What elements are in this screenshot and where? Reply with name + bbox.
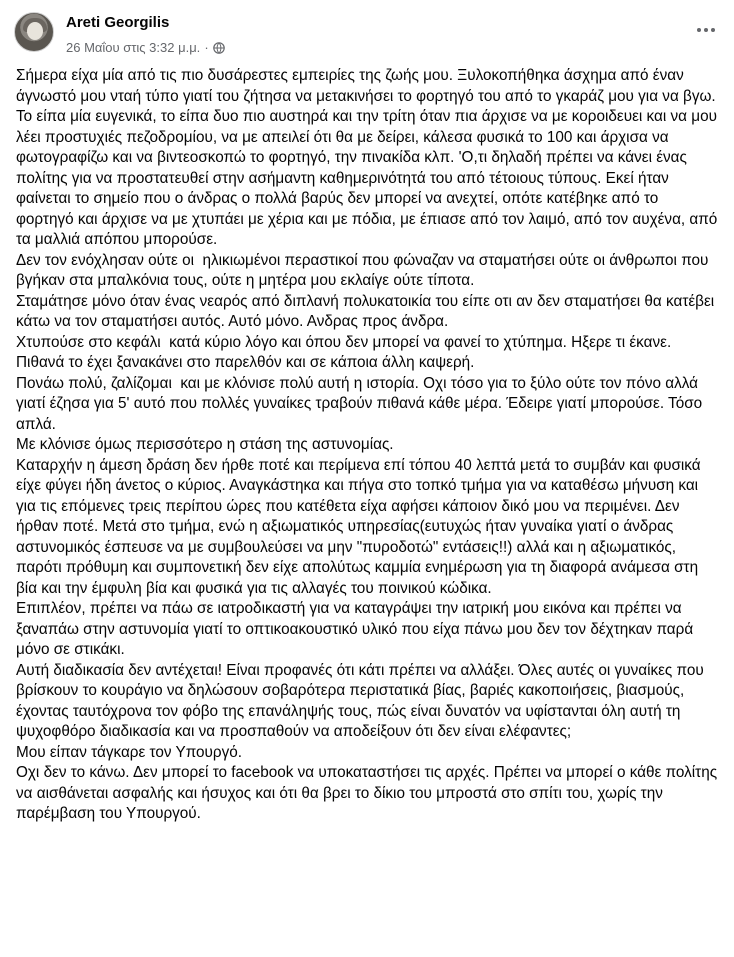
meta-separator: · xyxy=(204,40,209,55)
more-options-icon[interactable] xyxy=(692,16,720,44)
post-meta xyxy=(66,40,225,55)
post-paragraph: Καταρχήν η άμεση δράση δεν ήρθε ποτέ και περίμενα επί τόπου 40 λεπτά μετά το συμβάν και φυσικά είχε φύγει ήδη άνετος ο κύριος. Αναγκάστηκα και πήγα στο τοπκό τμήμα για να καταθέσω μήνυση και για τις επόμενες τρεις περίπου ώρες που κατέθετα είχα αφήσει κάποιον δικό μου να περιμένει. Δεν ήρθαν ποτέ. Μετά στο τμήμα, ενώ η αξιωματικός υπηρεσίας(ευτυχώς ήταν γυναίκα γιατί ο άνδρας αστυνομικός έσπευσε να με συμβουλεύσει να μην "πυροδοτώ" εντάσεις!!) αλλά και η αξιωματικός, παρότι πρόθυμη και συμπονετική δεν είχε απολύτως καμμία ενημέρωση για τη διαφορά ανάμεσα στη βία και την έμφυλη βία και φυσικά για τις αλλαγές του ποινικού κώδικα. xyxy=(16,456,705,597)
author-name[interactable]: Areti Georgilis xyxy=(66,14,170,31)
post-body xyxy=(16,66,720,825)
avatar-face xyxy=(27,22,43,40)
post-paragraph: Χτυπούσε στο κεφάλι κατά κύριο λόγο και όπου δεν μπορεί να φανεί το χτύπημα. Ηξερε τι έκανε. Πιθανά το έχει ξανακάνει στο παρελθόν και σε κάποια άλλη καψερή. xyxy=(16,333,676,371)
post-paragraph: Σταμάτησε μόνο όταν ένας νεαρός από διπλανή πολυκατοικία του είπε οτι αν δεν σταματήσει θα κατέβει κάτω να τον σταματήσει αυτός. Αυτό μόνο. Ανδρας προς άνδρα. xyxy=(16,292,719,330)
globe-icon[interactable] xyxy=(213,42,225,54)
avatar[interactable] xyxy=(14,12,54,52)
post-paragraph: Δεν τον ενόχλησαν ούτε οι ηλικιωμένοι περαστικοί που φώναζαν να σταματήσει ούτε οι άνθρωποι που βγήκαν στα μπαλκόνια τους, ούτε η μητέρα μου εκλαίγε ούτε τίποτα. xyxy=(16,251,713,289)
post-paragraph: Πονάω πολύ, ζαλίζομαι και με κλόνισε πολύ αυτή η ιστορία. Οχι τόσο για το ξύλο ούτε τον πόνο αλλά γιατί έζησα για 5' αυτό που πολλές γυναίκες τραβούν πιθανά κάθε μέρα. Έδειρε γιατί μπορούσε. Τόσο απλά. xyxy=(16,374,707,433)
post-paragraph: Μου είπαν τάγκαρε τον Υπουργό. xyxy=(16,743,243,761)
post-paragraph: Αυτή διαδικασία δεν αντέχεται! Είναι προφανές ότι κάτι πρέπει να αλλάξει. Όλες αυτές οι γυναίκες που βρίσκουν το κουράγιο να δηλώσουν σοβαρότερα περιστατικά βίας, βαριές κακοποιήσεις, βιασμούς, έχοντας ταυτόχρονα τον φόβο της επανάληψής τους, πώς είναι δυνατόν να υφίστανται όλη αυτή τη ψυχοφθόρο διαδικασία και να προσπαθούν να αποδείξουν ότι δεν είναι ελέφαντες; xyxy=(16,661,709,740)
post-timestamp[interactable]: 26 Μαΐου στις 3:32 μ.μ. xyxy=(66,40,201,55)
post-paragraph: Σήμερα είχα μία από τις πιο δυσάρεστες εμπειρίες της ζωής μου. Ξυλοκοπήθηκα άσχημα από έναν άγνωστό μου νταή τύπο γιατί του ζήτησα να μετακινήσει το φορτηγό του από το γκαράζ μου για να βγω. xyxy=(16,67,716,105)
post-paragraph: Με κλόνισε όμως περισσότερο η στάση της αστυνομίας. xyxy=(16,436,394,453)
post-paragraph: Το είπα μία ευγενικά, το είπα δυο πιο αυστηρά και την τρίτη όταν πια άρχισε να με κοροιδευει και να μου λέει προστυχιές πεζοδρομίου, να με απειλεί ότι θα με δείρει, κάλεσα φυσικά το 100 και άρχισα να φωτογραφίζω και να βιντεοσκοπώ το φορτηγό, την πινακίδα κλπ. 'Ο,τι δηλαδή πρέπει να κάνει ένας πολίτης για να προστατευθεί στην ασήμαντη καθημερινότητά του από τέτοιους τύπους. Εκεί ήταν φαίνεται το σημείο που ο άνδρας ο πολλά βαρύς δεν μπορεί να ανεχτεί, οπότε κατέβηκε από το φορτηγό και άρχισε να με χτυπάει με χέρια και με πόδια, με έπιασε από τον λαιμό, από τον αυχένα, από τα μαλλιά απόπου μπορούσε. xyxy=(16,108,722,248)
post-header xyxy=(14,6,720,62)
post-paragraph: Επιπλέον, πρέπει να πάω σε ιατροδικαστή για να καταγράψει την ιατρική μου εικόνα και πρέπει να ξαναπάω στην αστυνομία γιατί το οπτικοακουστικό υλικό που είχα πάνω μου δεν τον δέχτηκαν παρά μόνο σε στικάκι. xyxy=(16,600,698,658)
post-paragraph: Οχι δεν το κάνω. Δεν μπορεί το facebook να υποκαταστήσει τις αρχές. Πρέπει να μπορεί ο κάθε πολίτης να αισθάνεται ασφαλής και ήσυχος και ότι θα βρει το δίκιο του μπροστά στο σπίτι του, χωρίς την παρέμβαση του Υπουργού. xyxy=(16,764,722,822)
